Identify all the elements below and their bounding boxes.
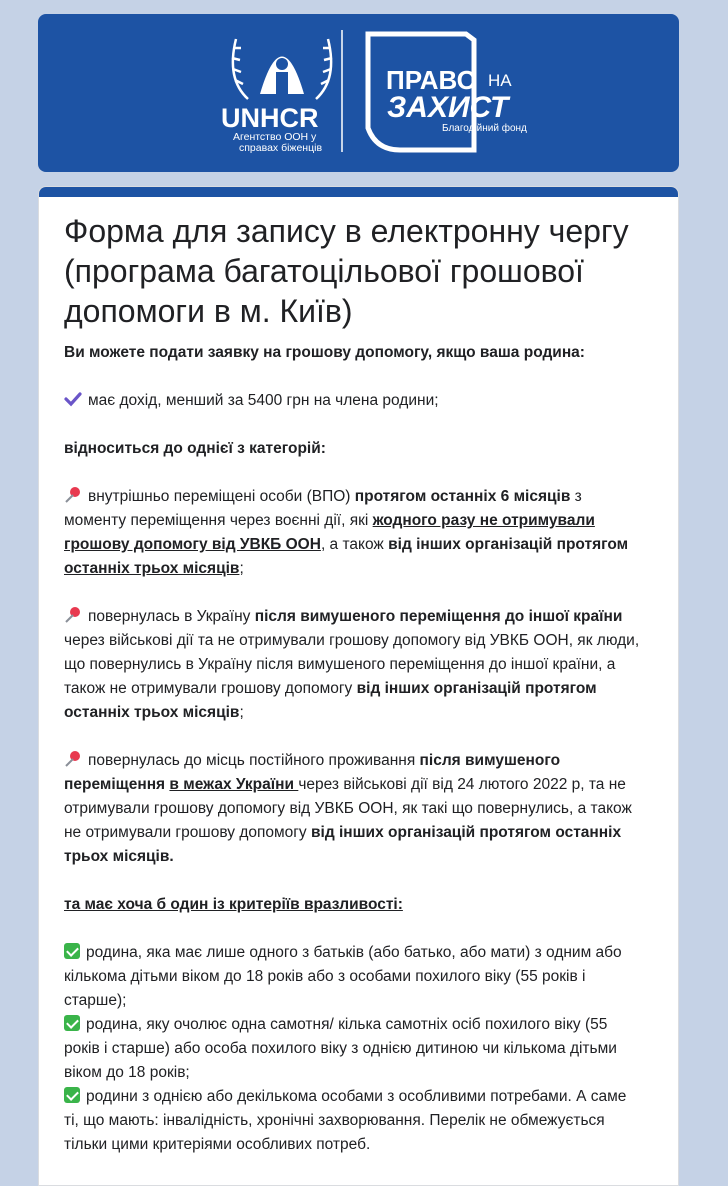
partner-logos [38,14,679,172]
intro-text: Ви можете подати заявку на грошову допомогу, якщо ваша родина: [64,344,585,361]
header-banner [38,14,679,172]
green-check-icon [64,1015,80,1031]
unhcr-subtitle-1: Агентство ООН у [233,131,317,143]
green-check-icon [64,943,80,959]
pushpin-icon [64,750,82,768]
form-header-card [38,186,679,1186]
unhcr-emblem-icon [232,39,332,99]
category-item-returned-abroad: повернулась в Україну після вимушеного переміщення до іншої країни через військові дії та не отримували грошову допомогу від УВКБ ООН, як люди, що повернулись в Україну після вимушеного переміщення до іншої країни, а також не отримували грошову допомогу від інших організацій протягом останніх трьох місяців; [64,608,640,721]
pushpin-icon [64,486,82,504]
unhcr-subtitle-2: справах біженців [239,142,323,154]
pravo-word: ПРАВО [386,65,477,95]
pravo-subtitle: Благодійний фонд [442,123,527,134]
card-accent-bar [39,187,678,197]
vulnerability-item: родина, яку очолює одна самотня/ кілька самотніх осіб похилого віку (55 років і старше) або особа похилого віку з однією дитиною чи кількома дітьми віком до 18 років; [64,1016,617,1081]
pushpin-icon [64,606,82,624]
form-description [64,341,644,1157]
vulnerability-item: родини з однією або декількома особами з особливими потребами. А саме ті, що мають: інвалідність, хронічні захворювання. Перелік не обмежується тільки цими критеріями особливих потреб. [64,1088,627,1153]
zakhyst-word: ЗАХИСТ [387,91,509,124]
check-mark-icon [64,390,82,408]
category-heading: відноситься до однієї з категорій: [64,440,326,457]
pravo-na-word: НА [488,71,512,90]
form-title: Форма для запису в електронну чергу (програма багатоцільової грошової допомоги в м. Київ) [64,213,629,329]
income-item: має дохід, менший за 5400 грн на члена родини; [64,389,644,413]
unhcr-wordmark: UNHCR [221,103,319,133]
vulnerability-heading: та має хоча б один із критеріїв вразливості: [64,896,403,913]
green-check-icon [64,1087,80,1103]
category-item-returned-ukraine: повернулась до місць постійного проживання після вимушеного переміщення в межах України через військові дії від 24 лютого 2022 р, та не отримували грошову допомогу від УВКБ ООН, як такі що повернулись, а також не отримували грошову допомогу від інших організацій протягом останніх трьох місяців. [64,752,632,865]
category-item-idp: внутрішньо переміщені особи (ВПО) протягом останніх 6 місяців з моменту переміщення через воєнні дії, які жодного разу не отримували грошову допомогу від УВКБ ООН, а також від інших організацій протягом останніх трьох місяців; [64,488,629,577]
vulnerability-item: родина, яка має лише одного з батьків (або батько, або мати) з одним або кількома дітьми віком до 18 років або з особами похилого віку (55 років і старше); [64,944,622,1009]
